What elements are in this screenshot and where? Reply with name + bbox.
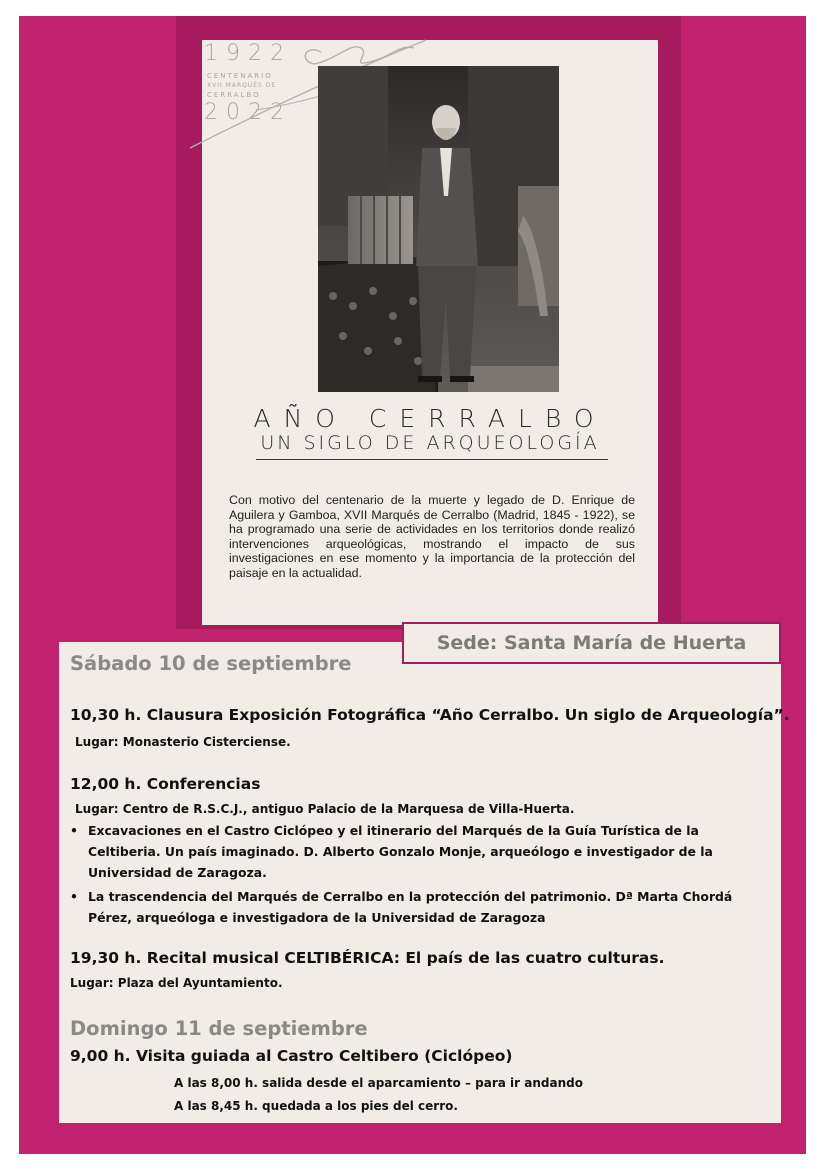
poster-title: AÑO CERRALBO	[253, 404, 607, 433]
event-visit-departure: A las 8,00 h. salida desde el aparcamiento – para ir andando	[174, 1076, 583, 1090]
sede-label: Sede: Santa María de Huerta	[436, 632, 747, 654]
logo-year-end: 2022	[204, 100, 292, 125]
sunday-heading: Domingo 11 de septiembre	[70, 1017, 368, 1040]
logo-line-2: XVII MARQUÉS DE	[207, 82, 277, 89]
event-exhibition-place: Lugar: Monasterio Cisterciense.	[75, 735, 291, 749]
event-visit-meeting: A las 8,45 h. quedada a los pies del cerro.	[174, 1099, 458, 1113]
event-exhibition-title: 10,30 h. Clausura Exposición Fotográfica “Año Cerralbo. Un siglo de Arqueología”.	[70, 706, 790, 724]
title-divider	[256, 459, 608, 460]
logo-year-start: 1922	[204, 41, 292, 66]
event-conferences-place: Lugar: Centro de R.S.C.J., antiguo Palacio de la Marquesa de Villa-Huerta.	[75, 802, 575, 816]
portrait-photo	[318, 66, 559, 392]
conference-talk-item: • La trascendencia del Marqués de Cerralbo en la protección del patrimonio. Dª Marta Chordá Pérez, arqueóloga e investigadora de la Universidad de Zaragoza	[70, 886, 770, 928]
intro-paragraph: Con motivo del centenario de la muerte y legado de D. Enrique de Aguilera y Gamboa, XVII Marqués de Cerralbo (Madrid, 1845 - 1922), se ha programado una serie de actividades en los territorios donde realizó intervenciones arqueológicas, mostrando el impacto de sus investigaciones en ese momento y la importancia de la protección del paisaje en la actualidad.	[229, 493, 635, 580]
event-conferences-title: 12,00 h. Conferencias	[70, 775, 261, 793]
conference-talk-list	[70, 820, 770, 931]
logo-line-3: CERRALBO	[207, 91, 261, 99]
poster-subtitle: UN SIGLO DE ARQUEOLOGÍA	[260, 432, 600, 454]
logo-line-1: CENTENARIO	[207, 72, 273, 80]
conference-talk-item: • Excavaciones en el Castro Ciclópeo y el itinerario del Marqués de la Guía Turística de la Celtiberia. Un país imaginado. D. Alberto Gonzalo Monje, arqueólogo e investigador de la Universidad de Zaragoza.	[70, 820, 770, 883]
event-recital-title: 19,30 h. Recital musical CELTIBÉRICA: El país de las cuatro culturas.	[70, 949, 665, 967]
sede-badge	[402, 622, 781, 664]
event-visit-title: 9,00 h. Visita guiada al Castro Celtibero (Ciclópeo)	[70, 1047, 513, 1065]
event-recital-place: Lugar: Plaza del Ayuntamiento.	[70, 976, 283, 990]
saturday-heading: Sábado 10 de septiembre	[70, 652, 352, 675]
